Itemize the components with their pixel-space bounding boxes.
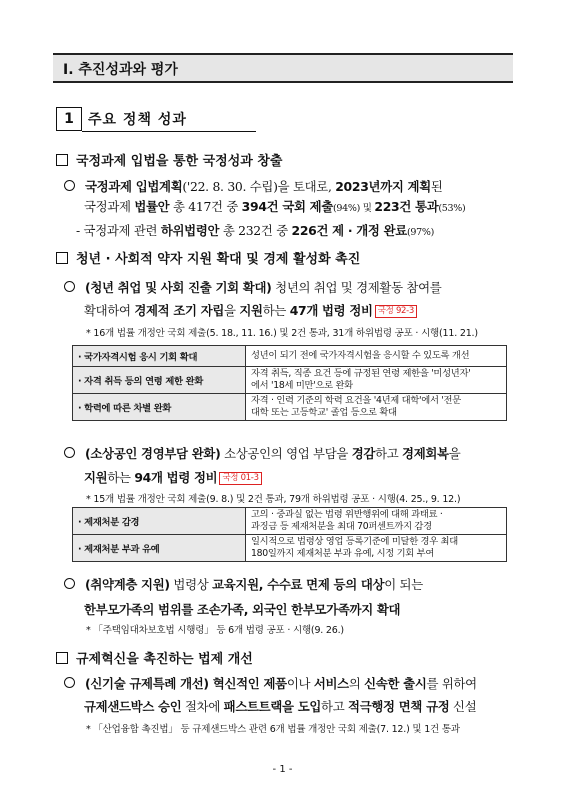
square-bullet-icon [56, 652, 68, 664]
circle-bullet-icon [64, 677, 75, 688]
paragraph-youth-employment-cont: 확대하여 경제적 조기 자립을 지원하는 47개 법령 정비 국정 92-3 [84, 301, 417, 319]
note-regulatory: * 「산업융합 촉진법」 등 규제샌드박스 관련 6개 법률 개정안 국회 제출(7. 12.) 및 1건 통과 [86, 724, 460, 735]
note-vulnerable: * 「주택임대차보호법 시행령」 등 6개 법령 공포 · 시행(9. 26.) [86, 625, 344, 636]
table-row: · 자격 취득 등의 연령 제한 완화 자격 취득, 직종 요건 등에 규정된 연령 제한을 '미성년자' 에서 '18세 미만'으로 완화 [73, 367, 507, 394]
page-number: - 1 - [272, 764, 293, 775]
table-row: · 학력에 따른 차별 완화 자격 · 인력 기준의 학력 요건을 '4년제 대학'에서 '전문 대학 또는 고등학교' 졸업 등으로 확대 [73, 394, 507, 421]
table-row: · 제재처분 부과 유예 일시적으로 법령상 영업 등록기준에 미달한 경우 최대 180일까지 제재처분 부과 유예, 시정 기회 부여 [73, 535, 507, 562]
section-underline [82, 131, 256, 132]
paragraph-legislation-plan-cont: 국정과제 법률안 총 417건 중 394건 국회 제출(94%) 및 223건 통과(53%) [84, 199, 466, 214]
table-row: · 제재처분 감경 고의 · 중과실 없는 법령 위반행위에 대해 과태료 · 과징금 등 제재처분을 최대 70퍼센트까지 감경 [73, 508, 507, 535]
paragraph-small-business-cont: 지원하는 94개 법령 정비 국정 01-3 [84, 468, 262, 486]
table-youth-measures [72, 345, 507, 421]
paragraph-regulatory-sandbox: (신기술 규제특례 개선) 혁신적인 제품이나 서비스의 신속한 출시를 위하여 [64, 674, 477, 692]
circle-bullet-icon [64, 578, 75, 589]
square-bullet-icon [56, 154, 68, 166]
paragraph-vulnerable-cont: 한부모가족의 범위를 조손가족, 외국인 한부모가족까지 확대 [84, 602, 401, 617]
chapter-title: Ⅰ. 추진성과와 평가 [63, 62, 178, 78]
heading-youth-support: 청년 · 사회적 약자 지원 확대 및 경제 활성화 촉진 [56, 248, 360, 267]
note-small-business: * 15개 법률 개정안 국회 제출(9. 8.) 및 2건 통과, 79개 하위법령 공포 · 시행(4. 25., 9. 12.) [86, 494, 461, 505]
table-row: · 국가자격시험 응시 기회 확대 성년이 되기 전에 국가자격시험을 응시할 수 있도록 개선 [73, 346, 507, 367]
circle-bullet-icon [64, 281, 75, 292]
policy-tag: 국정 92-3 [375, 305, 417, 318]
square-bullet-icon [56, 252, 68, 264]
heading-regulatory-innovation: 규제혁신을 촉진하는 법제 개선 [56, 648, 253, 667]
circle-bullet-icon [64, 180, 75, 191]
table-sanction-measures [72, 507, 507, 562]
paragraph-legislation-plan: 국정과제 입법계획('22. 8. 30. 수립)을 토대로, 2023년까지 계획된 [64, 177, 443, 195]
chapter-header [53, 53, 513, 83]
paragraph-small-business: (소상공인 경영부담 완화) 소상공인의 영업 부담을 경감하고 경제회복을 [64, 444, 460, 462]
heading-policy-legislation: 국정과제 입법을 통한 국정성과 창출 [56, 150, 282, 169]
section-title: 주요 정책 성과 [88, 112, 187, 128]
section-number: 1 [56, 107, 82, 131]
policy-tag: 국정 01-3 [219, 472, 261, 485]
paragraph-youth-employment: (청년 취업 및 사회 진출 기회 확대) 청년의 취업 및 경제활동 참여를 [64, 278, 441, 296]
paragraph-regulatory-sandbox-cont: 규제샌드박스 승인 절차에 패스트트랙을 도입하고 적극행정 면책 규정 신설 [84, 699, 477, 714]
paragraph-vulnerable: (취약계층 지원) 법령상 교육지원, 수수료 면제 등의 대상이 되는 [64, 575, 423, 593]
paragraph-subordinate-statutes: - 국정과제 관련 하위법령안 총 232건 중 226건 제 · 개정 완료(97%) [76, 223, 434, 238]
note-youth: * 16개 법률 개정안 국회 제출(5. 18., 11. 16.) 및 2건 통과, 31개 하위법령 공포 · 시행(11. 21.) [86, 328, 478, 339]
circle-bullet-icon [64, 447, 75, 458]
